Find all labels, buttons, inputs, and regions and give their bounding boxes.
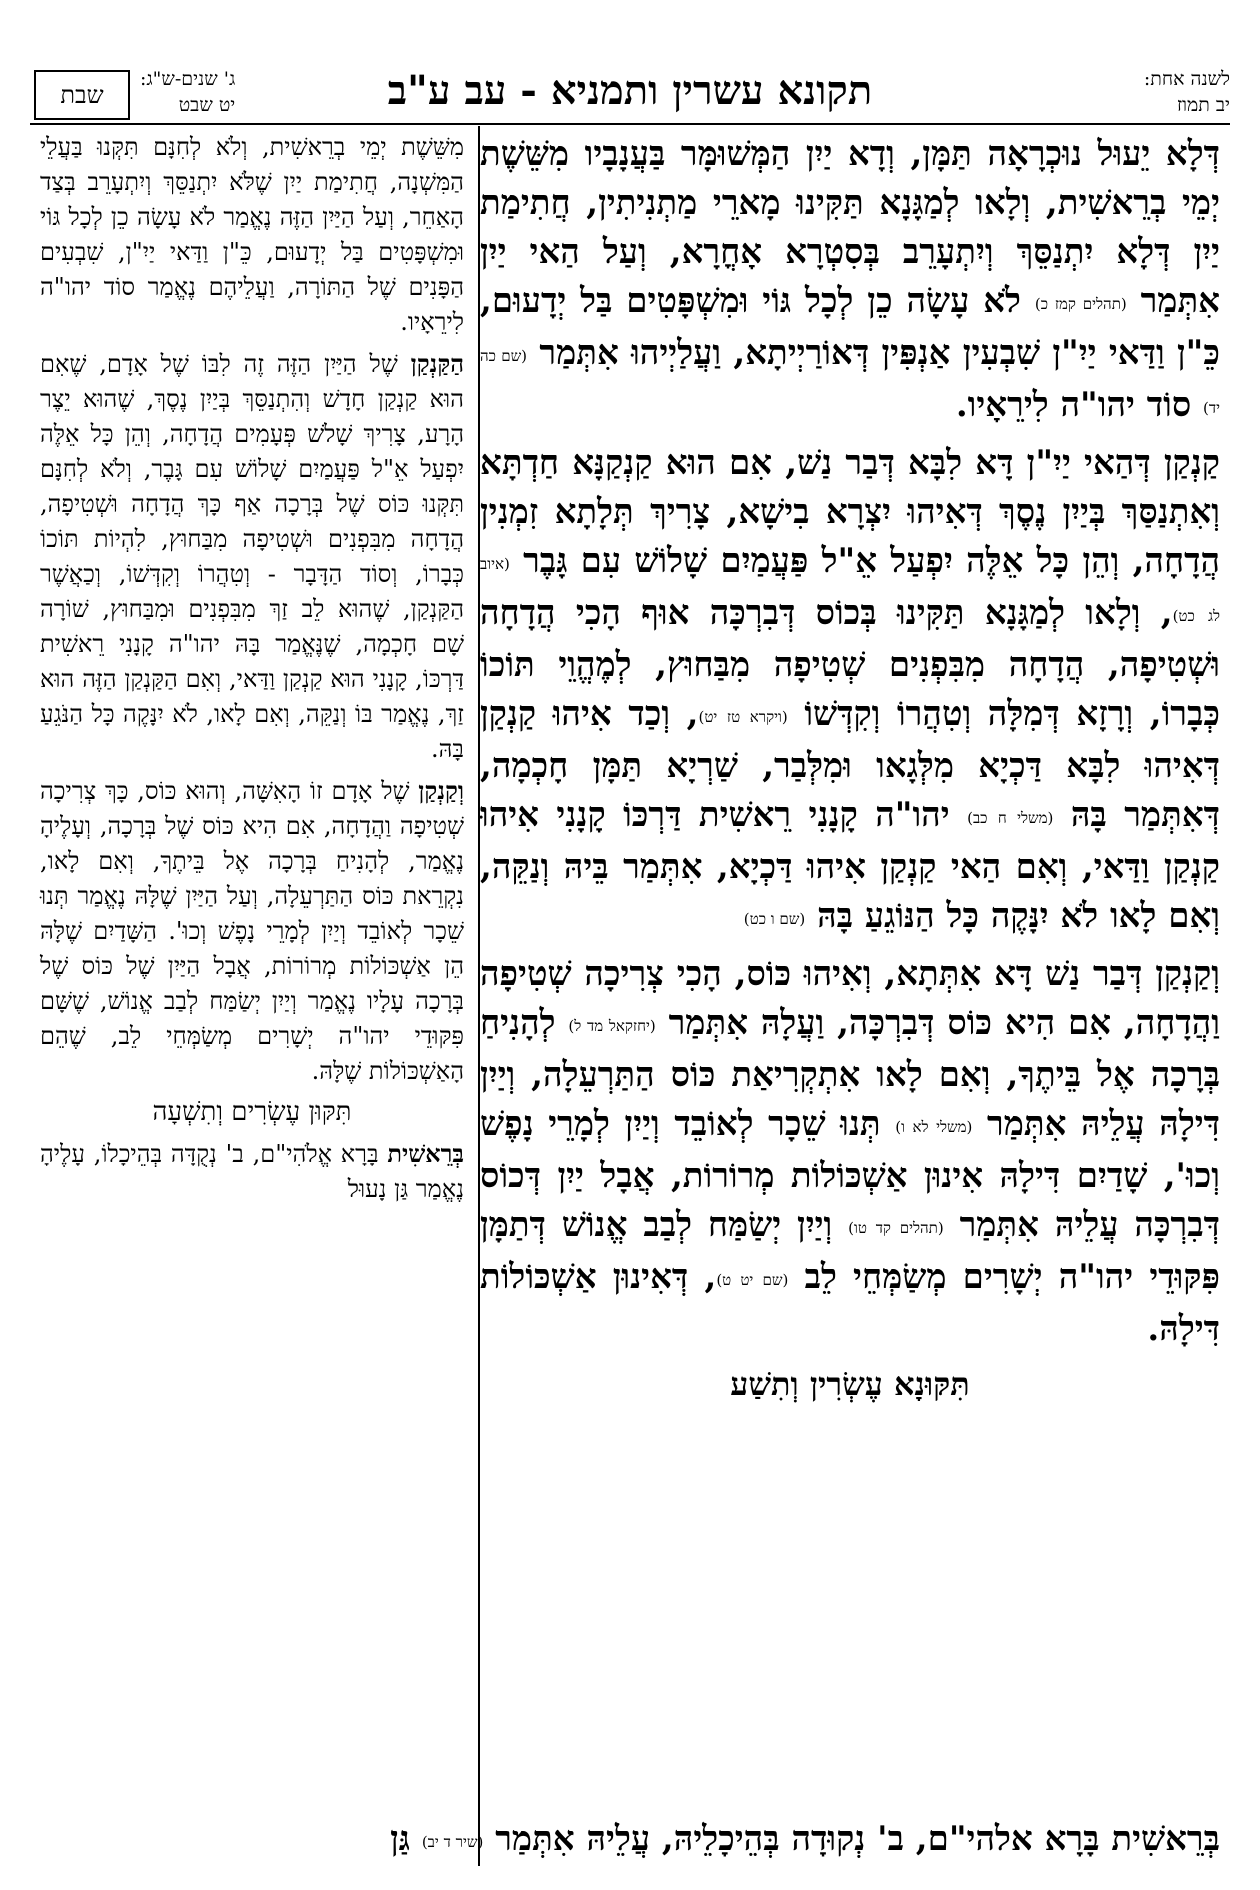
main-text: דְּלָא יֵעוּל נוּכְרָאָה תַּמָּן, וְדָא יַיִן הַמְּשׁוּמָּר בַּעֲנָבָיו מִשֵּׁשֶׁת יְמֵי בְרֵאשִׁית, וְלָאו לְמַגָּנָא תַּקִּינוּ מָארֵי מַתְנִיתִין, חֲתִימַת יַיִן דְּלָא יִתְנַסֵּךְ וְיִתְעָרֵב בְּסִטְרָא אָחֳרָא, וְעַל הַאי יַיִן אִתְּמַר <box>480 134 1221 321</box>
commentary-paragraph <box>40 773 464 1089</box>
page-title: תקונא עשרין ותמניא - עב ע"ב <box>387 67 873 114</box>
verse-reference: (תהלים קמז כ) <box>1034 295 1127 313</box>
verse-reference: (משלי ח כב) <box>967 809 1054 827</box>
main-text: , וְכַד אִיהוּ קַנְקַן דְּאִיהוּ לִבָּא דַּכְיָא מִלְּגָאו וּמִלְּבַר, שַׁרְיָא תַּמָּן חָכְמָה, דְּאִתְּמַר בָּהּ <box>480 694 1221 835</box>
main-text: קַנְקַן דְּהַאי יַיִ"ן דָּא לִבָּא דְּבַר נַשׁ, אִם הוּא קַנְקַנָּא חַדְתָּא וְאִתְנַסַּךְ בְּיַיִן נֶסֶךְ דְּאִיהוּ יִצְרָא בִישָׁא, צָרִיךְ תְּלָתָא זִמְנִין הֲדָחָה, וְהֵן כָּל אֵלֶּה יִפְעַל אֵ"ל פַּעֲמַיִם שָׁלוֹשׁ עִם גָּבֶר <box>480 443 1220 581</box>
header-schedule-date: יט שבט <box>178 94 236 116</box>
header-rule <box>30 123 1230 125</box>
verse-reference: (יחזקאל מד ל) <box>568 1017 656 1035</box>
verse-reference: (ויקרא טז יט) <box>698 708 788 726</box>
main-text: יהו"ה קָנָנִי רֵאשִׁית דַּרְכּוֹ קָנָנִי אִיהוּ קַנְקַן וַדַּאי, וְאִם הַאי קַנְקַן אִיהוּ דַּכְיָא, אִתְּמַר בֵּיהּ וְנַקֵּה, וְאִם לָאו לֹא יִנָּקֶה כָּל הַנּוֹגֵעַ בָּהּ <box>480 795 1220 936</box>
commentary-text: בָּרָא אֱלֹהִי"ם, ב' נְקֻדָּה בְּהֵיכָלוֹ, עָלֶיהָ נֶאֱמַר גַּן נָעוּל <box>40 1140 464 1203</box>
paragraph-opener: הַקַּנְקַן <box>410 349 464 378</box>
main-text: לֹא עָשָׂה כֵן לְכָל גּוֹי וּמִשְׁפָּטִים בַּל יְדָעוּם, כֵּ"ן וַדַּאי יַיִ"ן שִׁבְעִין אַנְפִּין דְּאוֹרַיְיתָא, וַעֲלַיְיהוּ אִתְּמַר <box>480 281 1221 373</box>
main-text: תְּנוּ שֵׁכָר לְאוֹבֵד וְיַיִן לְמָרֵי נָפֶשׁ וְכוּ', שָׁדַיִם דִּילָהּ אִינוּן אַשְׁכּוֹלוֹת מְרוֹרוֹת, אֲבָל יַיִן דְּכוֹס דְּבִרְכָּה עֲלֵיהּ אִתְּמַר <box>480 1104 1220 1245</box>
commentary-paragraph <box>40 1136 464 1207</box>
main-text-column <box>480 130 1220 1415</box>
main-text: סוֹד יהו"ה לִירֵאָיו. <box>955 385 1192 425</box>
main-text: , דְּאִינוּן אַשְׁכּוֹלוֹת דִּילָהּ. <box>480 1257 1220 1349</box>
paragraph-opener: וְקַנְקַן <box>418 776 464 805</box>
main-text: , וְלָאו לְמַגָּנָא תַּקִּינוּ בְּכוֹס דְּבִרְכָּה אוּף הָכִי הֲדָחָה וּשְׁטִיפָה, הֲדָחָה מִבִּפְנִים שְׁטִיפָה מִבַּחוּץ, לְמֶהֱוֵי תּוֹכוֹ כְּבָרוֹ, וְרָזָא דְּמִלָּה וְטִהֲרוֹ וְקִדְּשׁוֹ <box>480 593 1220 734</box>
day-label-box: שבת <box>34 70 130 120</box>
main-text: גַּן <box>390 1819 410 1859</box>
main-text: וְקַנְקַן דְּבַר נַשׁ דָּא אִתְּתָא, וְאִיהוּ כּוֹס, הָכִי צְרִיכָה שְׁטִיפָה וַהֲדָחָה, אִם הִיא כּוֹס דְּבִרְכָּה, וַעֲלָהּ אִתְּמַר <box>480 954 1221 1043</box>
main-text: לְהָנִיחַ בְּרָכָה אֶל בֵּיתֶךָ, וְאִם לָאו אִתְקְרִיאַת כּוֹס הַתַּרְעֵלָה, וְיַיִן דִּילָהּ עֲלֵיהּ אִתְּמַר <box>480 1003 1221 1144</box>
verse-reference: (שם כה יד) <box>480 347 1220 417</box>
main-text: וְיַיִן יְשַׂמַּח לְבַב אֱנוֹשׁ דְּתַמָּן פִּקּוּדֵי יהו"ה יְשָׁרִים מְשַׂמְּחֵי לֵב <box>480 1205 1221 1297</box>
commentary-paragraph <box>40 346 464 767</box>
header-schedule-date: יב תמוז <box>1176 94 1230 116</box>
main-paragraph <box>480 130 1220 433</box>
verse-reference: (משלי לא ו) <box>895 1118 973 1136</box>
verse-reference: (שיר ד יב) <box>421 1833 484 1851</box>
verse-reference: (שם ו כט) <box>743 910 806 928</box>
commentary-section-heading: תִּקּוּן עֶשְׂרִים וְתִשְׁעָה <box>152 1097 352 1127</box>
verse-reference: (תהלים קד טו) <box>848 1219 944 1237</box>
continuation-line <box>40 1815 1220 1867</box>
header-schedule-label: לשנה אחת: <box>1143 68 1230 90</box>
paragraph-opener: בְּרֵאשִׁית <box>387 1139 464 1168</box>
section-heading: תִּקּוּנָא עֶשְׂרִין וְתִשַׁע <box>730 1365 970 1403</box>
page-header <box>30 50 1230 122</box>
commentary-column <box>40 130 464 1213</box>
verse-reference: (שם יט ט) <box>716 1271 789 1289</box>
verse-reference: (איוב לג כט) <box>480 555 1220 625</box>
commentary-paragraph: מִשֵּׁשֶׁת יְמֵי בְרֵאשִׁית, וְלֹא לְחִנָּם תִּקְּנוּ בַּעֲלֵי הַמִּשְׁנָה, חֲתִימַת יַיִן שֶׁלֹּא יִתְנַסֵּךְ וְיִתְעָרֵב בְּצַד הָאַחֵר, וְעַל הַיַּיִן הַזֶּה נֶאֱמַר לֹא עָשָׂה כֵן לְכָל גּוֹי וּמִשְׁפָּטִים בַּל יְדָעוּם, כֵּ"ן וַדַּאי יַיִ"ן, שִׁבְעִים הַפָּנִים שֶׁל הַתּוֹרָה, וַעֲלֵיהֶם נֶאֱמַר סוֹד יהו"ה לִירֵאָיו. <box>40 133 464 336</box>
header-schedule-label: ג' שנים-ש"ג: <box>140 68 236 90</box>
main-paragraph <box>480 439 1220 944</box>
header-schedule-three-years <box>140 66 235 118</box>
commentary-text: שֶׁל אָדָם זוֹ הָאִשָּׁה, וְהוּא כּוֹס, כָּךְ צְרִיכָה שְׁטִיפָה וַהֲדָחָה, אִם הִיא כּוֹס שֶׁל בְּרָכָה, וְעָלֶיהָ נֶאֱמַר, לְהָנִיחַ בְּרָכָה אֶל בֵּיתֶךָ, וְאִם לָאו, נִקְרֵאת כּוֹס הַתַּרְעֵלָה, וְעַל הַיַּיִן שֶׁלָּהּ נֶאֱמַר תְּנוּ שֵׁכָר לְאוֹבֵד וְיַיִן לְמָרֵי נָפֶשׁ וְכוּ'. הַשָּׁדַיִם שֶׁלָּהּ הֵן אַשְׁכּוֹלוֹת מְרוֹרוֹת, אֲבָל הַיַּיִן שֶׁל כּוֹס שֶׁל בְּרָכָה עָלָיו נֶאֱמַר וְיַיִן יְשַׂמַּח לְבַב אֱנוֹשׁ, שֶׁשָּׁם פִּקּוּדֵי יהו"ה יְשָׁרִים מְשַׂמְּחֵי לֵב, שֶׁהֵם הָאַשְׁכּוֹלוֹת שֶׁלָּהּ. <box>40 777 464 1085</box>
main-paragraph <box>480 950 1220 1354</box>
commentary-text: שֶׁל הַיַּיִן הַזֶּה זֶה לִבּוֹ שֶׁל אָדָם, שֶׁאִם הוּא קַנְקַן חָדָשׁ וְהִתְנַסֵּךְ בְּיַיִן נֶסֶךְ, שֶׁהוּא יֵצֶר הָרָע, צָרִיךְ שָׁלֹשׁ פְּעָמִים הֲדָחָה, וְהֵן כָּל אֵלֶּה יִפְעַל אֵ"ל פַּעֲמַיִם שָׁלוֹשׁ עִם גָּבֶר, וְלֹא לְחִנָּם תִּקְּנוּ כּוֹס שֶׁל בְּרָכָה אַף כָּךְ הֲדָחָה וּשְׁטִיפָה, הֲדָחָה מִבִּפְנִים וּשְׁטִיפָה מִבַּחוּץ, לִהְיוֹת תּוֹכוֹ כְּבָרוֹ, וְסוֹד הַדָּבָר - וְטִהֲרוֹ וְקִדְּשׁוֹ, וְכַאֲשֶׁר הַקַּנְקַן, שֶׁהוּא לֵב זַךְ מִבִּפְנִים וּמִבַּחוּץ, שׁוֹרָה שָׁם חָכְמָה, שֶׁנֶּאֱמַר בָּהּ יהו"ה קָנָנִי רֵאשִׁית דַּרְכּוֹ, קָנָנִי הוּא קַנְקַן וַדַּאי, וְאִם הַקַּנְקַן הַזֶּה הוּא זַךְ, נֶאֱמַר בּוֹ וְנַקֵּה, וְאִם לָאו, לֹא יִנָּקֶה כָּל הַנֹּגֵעַ בָּהּ. <box>40 350 464 763</box>
main-text: בְּרֵאשִׁית בָּרָא אלהי"ם, ב' נְקוּדָה בְּהֵיכָלֵיהּ, עֲלֵיהּ אִתְּמַר <box>495 1819 1220 1859</box>
